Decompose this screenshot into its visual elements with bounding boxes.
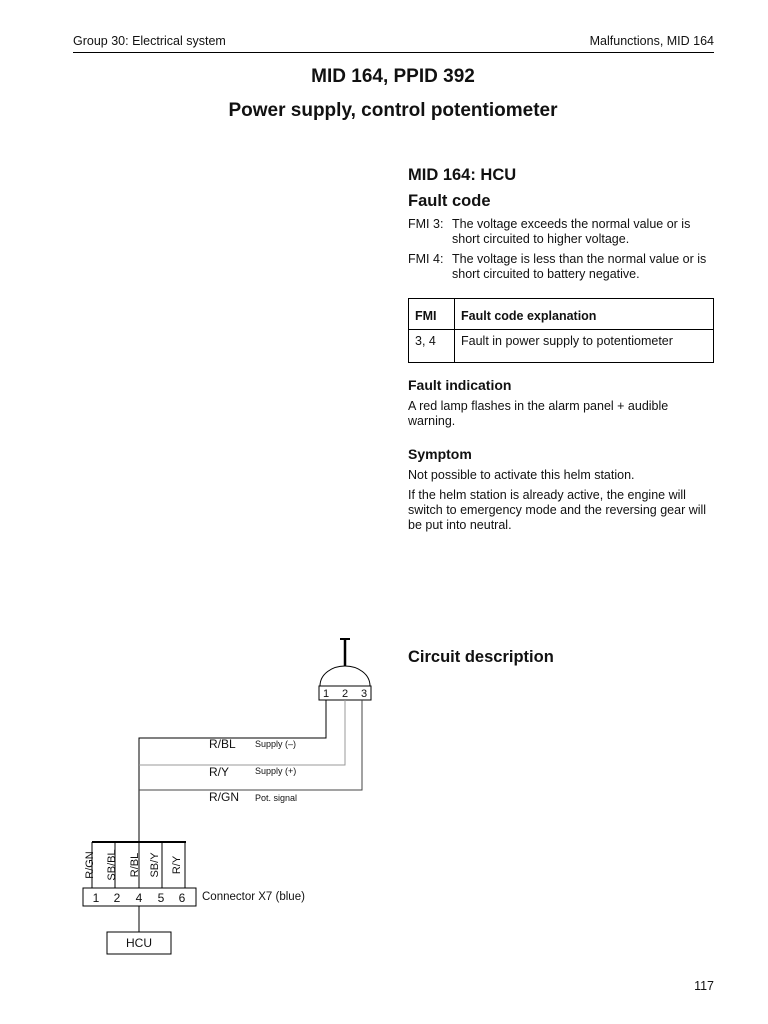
pot-pin-label: 2 [341,688,349,700]
connector-wire-label: R/Y [171,855,183,875]
fault-code-heading: Fault code [408,192,491,210]
header-left: Group 30: Electrical system [73,34,226,48]
wire-color-label: R/GN [209,790,239,804]
fault-indication-heading: Fault indication [408,377,512,393]
connector-wire-label: SB/BL [106,849,118,881]
fmi-text: The voltage exceeds the normal value or is short circuited to higher voltage. [452,217,691,246]
table-cell-explanation: Fault in power supply to potentiometer [455,330,714,363]
page-subtitle: Power supply, control potentiometer [228,100,558,121]
wire-r-gn [139,700,362,790]
page-title: MID 164, PPID 392 [311,66,475,87]
wire-function-label: Supply (–) [255,739,297,749]
wire-color-label: R/BL [209,737,236,751]
connector-pin-label: 1 [92,891,100,905]
connector-pin-label: 4 [135,891,143,905]
table-header-explanation: Fault code explanation [455,299,714,330]
fmi-text: The voltage is less than the normal value or is short circuited to battery negative. [452,252,707,281]
symptom-text-2: If the helm station is already active, the engine will switch to emergency mode and the reversing gear will be put into neutral. [408,488,707,532]
circuit-heading: Circuit description [408,648,554,666]
connector-pin-label: 5 [157,891,165,905]
connector-label: Connector X7 (blue) [202,891,305,903]
page-number: 117 [694,979,714,993]
wire-r-y [139,700,345,765]
header-right: Malfunctions, MID 164 [589,34,714,48]
connector-pin-label: 2 [113,891,121,905]
wires [139,700,362,842]
connector-wire-label: SB/Y [149,852,161,878]
connector-wire-label: R/BL [129,852,141,878]
table-cell-fmi: 3, 4 [409,330,455,363]
wire-color-label: R/Y [209,765,230,779]
symptom-heading: Symptom [408,446,472,462]
table-header-fmi: FMI [409,299,455,330]
wire-r-bl [139,700,326,842]
symptom-text-1: Not possible to activate this helm station. [408,468,635,482]
connector-pin-label: 6 [178,891,186,905]
connector-wire-label: R/GN [84,851,96,879]
fmi-label: FMI 4: [408,252,444,266]
wire-function-label: Supply (+) [255,766,297,776]
pot-pin-label: 1 [322,688,330,700]
fault-indication-text: A red lamp flashes in the alarm panel + audible warning. [408,399,669,428]
hcu-label: HCU [126,936,152,950]
wire-function-label: Pot. signal [255,793,298,803]
mid-heading: MID 164: HCU [408,166,517,184]
fmi-label: FMI 3: [408,217,444,231]
pot-pin-label: 3 [360,688,368,700]
